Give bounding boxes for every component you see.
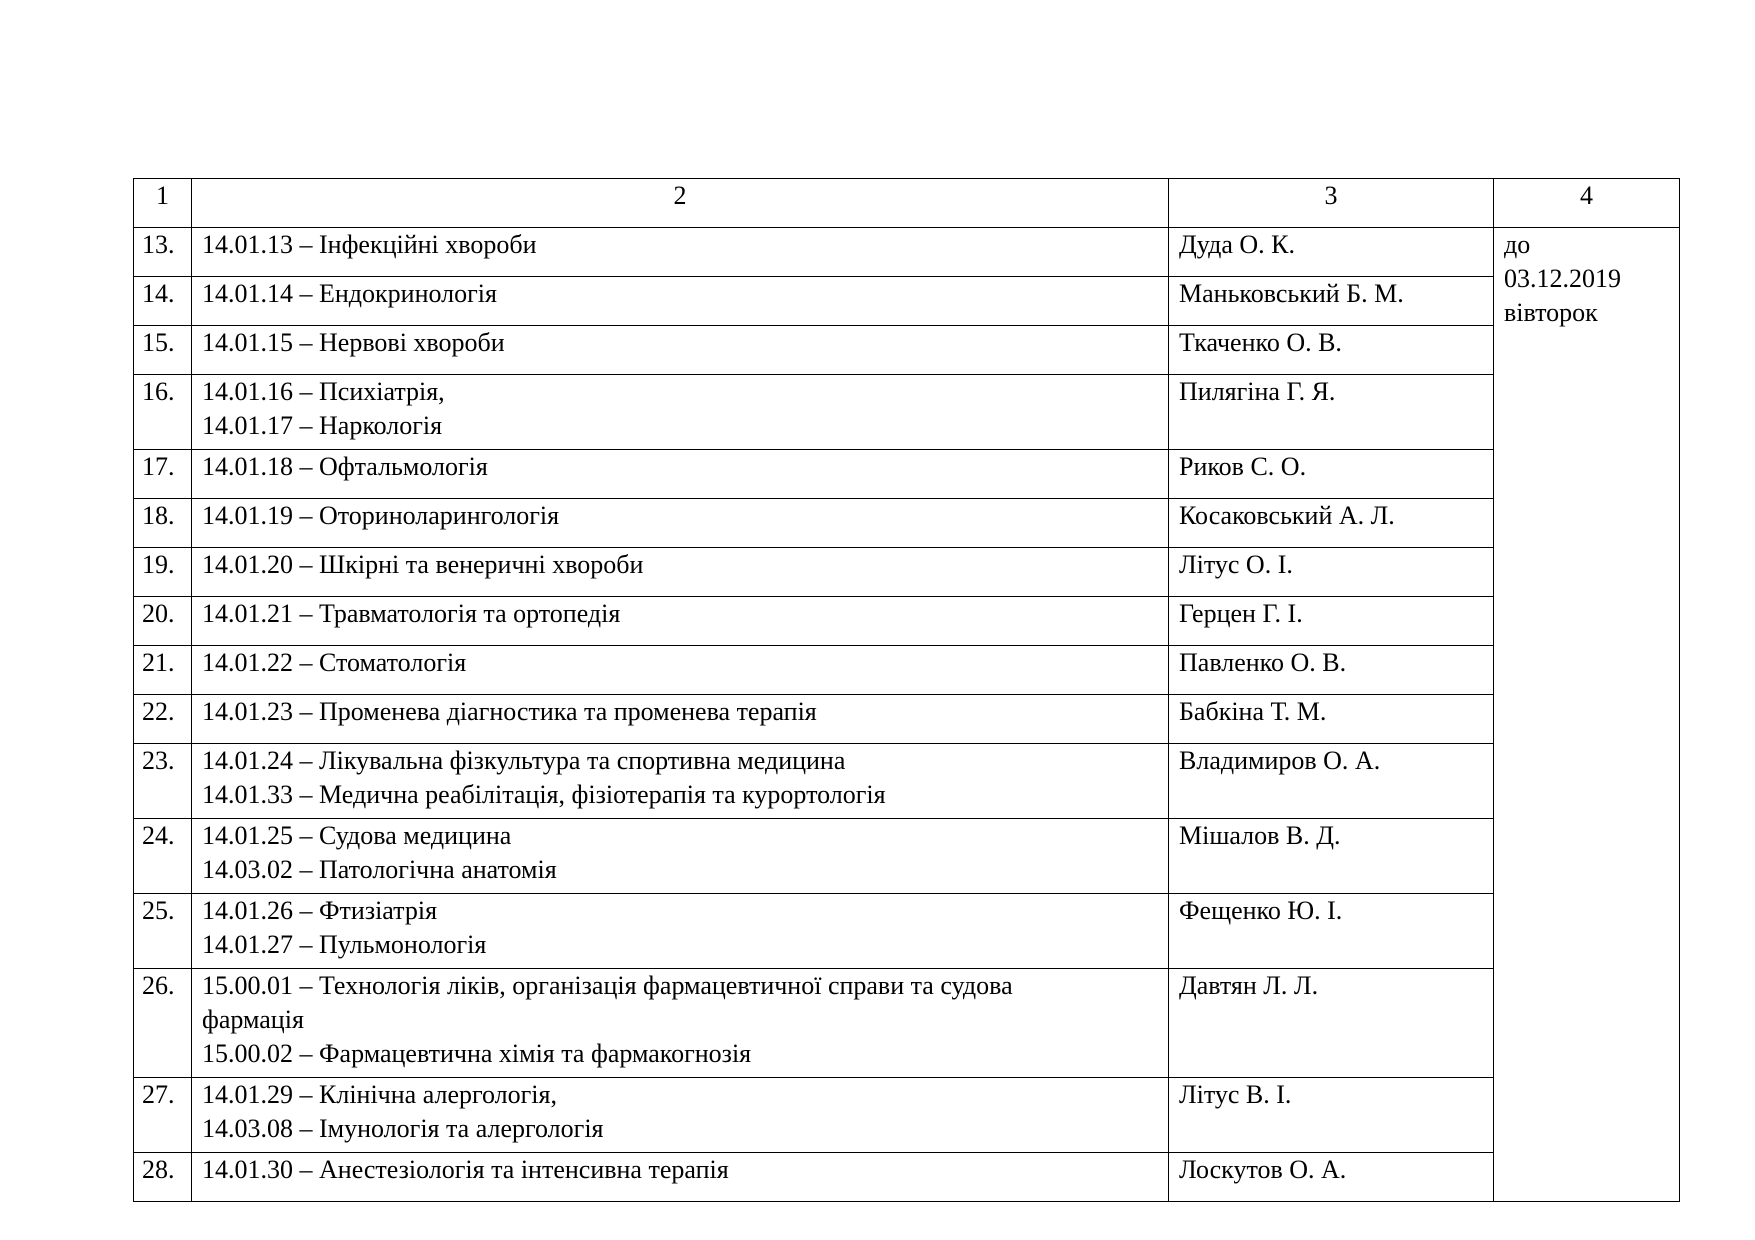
row-number: 14.: [134, 277, 192, 326]
row-number: 19.: [134, 548, 192, 597]
specialty-line: 14.01.25 – Судова медицина: [202, 821, 512, 850]
specialty-cell: [192, 326, 1169, 375]
responsible-person: Ткаченко О. В.: [1169, 326, 1494, 375]
table-row: [134, 450, 1680, 499]
table-row: [134, 499, 1680, 548]
table-row: [134, 326, 1680, 375]
deadline-date: 03.12.2019: [1504, 264, 1621, 293]
responsible-person: Бабкіна Т. М.: [1169, 695, 1494, 744]
table-row: [134, 695, 1680, 744]
row-number: 23.: [134, 744, 192, 819]
row-number: 22.: [134, 695, 192, 744]
specialty-cell: [192, 548, 1169, 597]
specialty-cell: [192, 819, 1169, 894]
schedule-body: [134, 179, 1680, 1202]
header-cell-3: 3: [1169, 179, 1494, 228]
row-number: 24.: [134, 819, 192, 894]
specialty-cell: [192, 597, 1169, 646]
specialty-line: 14.01.16 – Психіатрія,: [202, 377, 445, 406]
specialty-line: 14.01.26 – Фтизіатрія: [202, 896, 438, 925]
responsible-person: Пилягіна Г. Я.: [1169, 375, 1494, 450]
header-cell-2: 2: [192, 179, 1169, 228]
row-number: 21.: [134, 646, 192, 695]
responsible-person: Лоскутов О. А.: [1169, 1153, 1494, 1202]
specialty-cell: [192, 969, 1169, 1078]
responsible-person: Павленко О. В.: [1169, 646, 1494, 695]
specialty-line: фармація: [202, 1005, 304, 1034]
specialty-cell: [192, 894, 1169, 969]
table-row: [134, 1153, 1680, 1202]
specialty-line: 14.01.33 – Медична реабілітація, фізіотерапія та курортологія: [202, 780, 886, 809]
specialty-line: 14.01.21 – Травматологія та ортопедія: [202, 599, 621, 628]
specialty-line: 15.00.02 – Фармацевтична хімія та фармакогнозія: [202, 1039, 752, 1068]
row-number: 13.: [134, 228, 192, 277]
specialty-cell: [192, 695, 1169, 744]
row-number: 25.: [134, 894, 192, 969]
table-row: [134, 548, 1680, 597]
responsible-person: Дуда О. К.: [1169, 228, 1494, 277]
header-cell-4: 4: [1494, 179, 1680, 228]
specialty-cell: [192, 228, 1169, 277]
table-row: [134, 646, 1680, 695]
row-number: 16.: [134, 375, 192, 450]
specialty-cell: [192, 744, 1169, 819]
specialty-line: 14.01.18 – Офтальмологія: [202, 452, 488, 481]
specialty-line: 14.01.22 – Стоматологія: [202, 648, 467, 677]
responsible-person: Мішалов В. Д.: [1169, 819, 1494, 894]
specialty-cell: [192, 1078, 1169, 1153]
row-number: 27.: [134, 1078, 192, 1153]
responsible-person: Фещенко Ю. І.: [1169, 894, 1494, 969]
header-cell-1: 1: [134, 179, 192, 228]
deadline-prefix: до: [1504, 230, 1531, 259]
table-row: [134, 894, 1680, 969]
specialty-line: 14.01.27 – Пульмонологія: [202, 930, 487, 959]
responsible-person: Давтян Л. Л.: [1169, 969, 1494, 1078]
specialty-line: 14.01.14 – Ендокринологія: [202, 279, 497, 308]
specialty-line: 14.01.29 – Клінічна алергологія,: [202, 1080, 557, 1109]
specialty-line: 15.00.01 – Технологія ліків, організація фармацевтичної справи та судова: [202, 971, 1013, 1000]
header-row: [134, 179, 1680, 228]
responsible-person: Літус В. І.: [1169, 1078, 1494, 1153]
table-row: [134, 375, 1680, 450]
row-number: 17.: [134, 450, 192, 499]
schedule-table: [133, 178, 1680, 1202]
specialty-line: 14.01.20 – Шкірні та венеричні хвороби: [202, 550, 644, 579]
table-row: [134, 969, 1680, 1078]
row-number: 18.: [134, 499, 192, 548]
deadline-weekday: вівторок: [1504, 298, 1598, 327]
specialty-line: 14.01.30 – Анестезіологія та інтенсивна терапія: [202, 1155, 729, 1184]
deadline-cell: [1494, 228, 1680, 1202]
responsible-person: Герцен Г. І.: [1169, 597, 1494, 646]
specialty-cell: [192, 646, 1169, 695]
specialty-cell: [192, 277, 1169, 326]
row-number: 20.: [134, 597, 192, 646]
specialty-line: 14.03.02 – Патологічна анатомія: [202, 855, 557, 884]
responsible-person: Косаковський А. Л.: [1169, 499, 1494, 548]
specialty-cell: [192, 375, 1169, 450]
row-number: 26.: [134, 969, 192, 1078]
specialty-line: 14.01.13 – Інфекційні хвороби: [202, 230, 537, 259]
specialty-line: 14.01.24 – Лікувальна фізкультура та спортивна медицина: [202, 746, 846, 775]
specialty-line: 14.03.08 – Імунологія та алергологія: [202, 1114, 604, 1143]
specialty-cell: [192, 450, 1169, 499]
specialty-cell: [192, 1153, 1169, 1202]
specialty-line: 14.01.23 – Променева діагностика та променева терапія: [202, 697, 817, 726]
responsible-person: Маньковський Б. М.: [1169, 277, 1494, 326]
specialty-line: 14.01.19 – Оториноларингологія: [202, 501, 560, 530]
responsible-person: Літус О. І.: [1169, 548, 1494, 597]
table-row: [134, 819, 1680, 894]
responsible-person: Владимиров О. А.: [1169, 744, 1494, 819]
table-row: [134, 597, 1680, 646]
specialty-line: 14.01.15 – Нервові хвороби: [202, 328, 505, 357]
specialty-line: 14.01.17 – Наркологія: [202, 411, 443, 440]
specialty-cell: [192, 499, 1169, 548]
row-number: 28.: [134, 1153, 192, 1202]
row-number: 15.: [134, 326, 192, 375]
table-row: [134, 277, 1680, 326]
responsible-person: Риков С. О.: [1169, 450, 1494, 499]
table-row: [134, 744, 1680, 819]
table-row: [134, 1078, 1680, 1153]
table-row: [134, 228, 1680, 277]
